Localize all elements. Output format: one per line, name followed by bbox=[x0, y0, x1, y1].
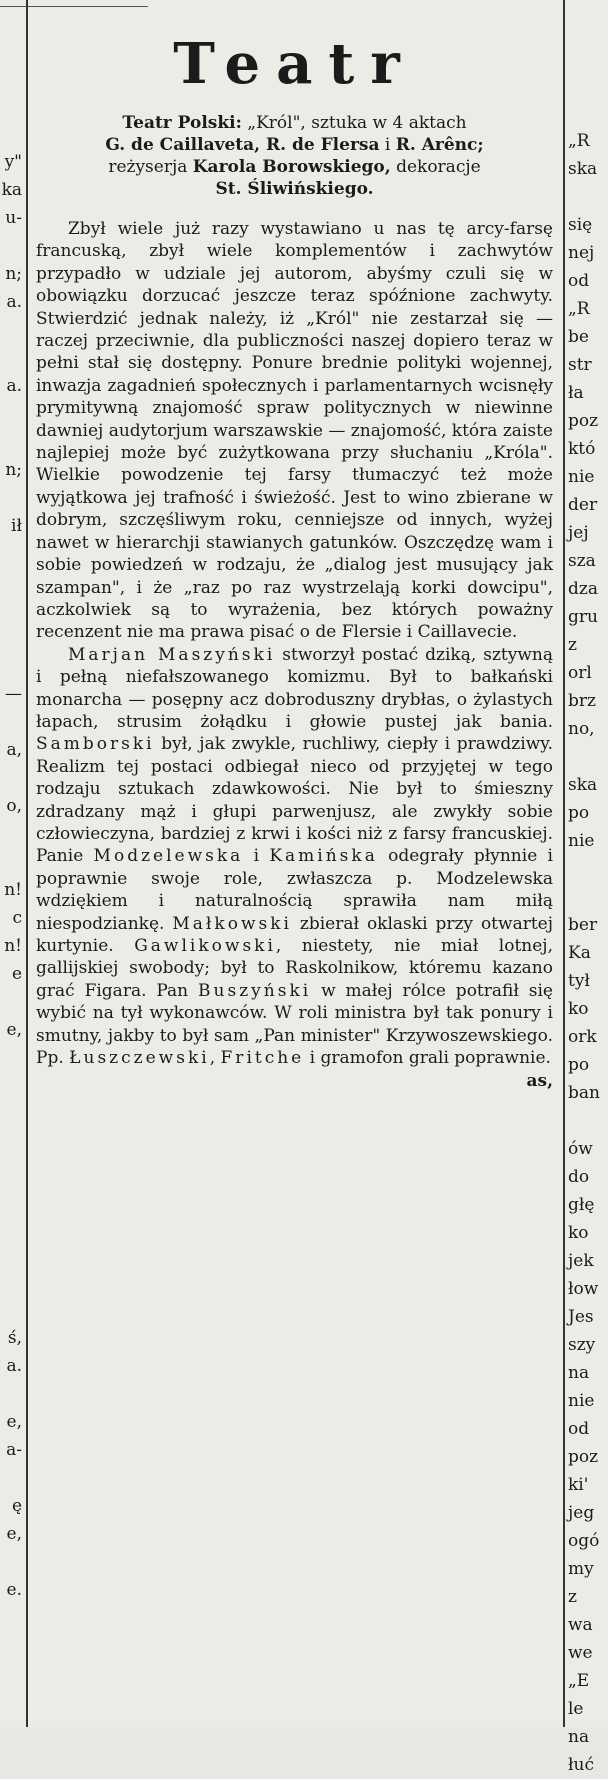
left-column-fragment: e, bbox=[6, 1412, 22, 1432]
right-column-fragment: ban bbox=[568, 1083, 600, 1103]
adjacent-column-left bbox=[0, 120, 22, 1720]
play-info: „Król", sztuka w 4 aktach bbox=[241, 113, 467, 133]
right-column-fragment: ki' bbox=[568, 1475, 589, 1495]
author-signature: as, bbox=[526, 1071, 553, 1092]
left-column-fragment: n; bbox=[5, 460, 22, 480]
right-column-fragment: der bbox=[568, 495, 598, 515]
left-column-fragment bbox=[0, 120, 22, 148]
left-column-fragment bbox=[0, 1212, 22, 1240]
right-column-fragment: str bbox=[568, 355, 592, 375]
actor-name: Małkowski bbox=[172, 913, 292, 934]
review-body bbox=[36, 218, 553, 1069]
text: był, jak zwykle, ruchliwy, ciepły i prawdziwy. Realizm tej postaci odbiegał nieco od przyjętej w tego rodzaju sztukach zdawkowości. Nie był to śmieszny zdradzany mąż i głupi parwenjusz, ale zwykły sobie człowieczyna, bardziej z krwi i kości niż z farsy francuskiej. Panie bbox=[36, 734, 553, 867]
right-column-fragment: nie bbox=[568, 467, 595, 487]
author-name-last: R. Arênc; bbox=[395, 135, 484, 155]
left-column-fragment bbox=[0, 624, 22, 652]
article bbox=[36, 24, 553, 1091]
left-column-fragment bbox=[0, 1240, 22, 1268]
right-column-fragment: ła bbox=[568, 383, 584, 403]
left-column-fragment bbox=[0, 1184, 22, 1212]
left-column-fragment bbox=[0, 1156, 22, 1184]
right-column-fragment bbox=[568, 183, 608, 211]
left-column-fragment: n; bbox=[5, 264, 22, 284]
text: stworzył postać dziką, sztywną i pełną niefałszowanego komizmu. Był to bałkański monarcha — posępny acz dobroduszny drybłas, o żylastych łapach, strusim żołądku i głowie pustej jak bania. bbox=[36, 644, 553, 732]
left-column-fragment bbox=[0, 1128, 22, 1156]
decor-designer: St. Śliwińskiego. bbox=[215, 179, 374, 199]
right-column-fragment: le bbox=[568, 1699, 584, 1719]
right-column-fragment: od bbox=[568, 271, 590, 291]
left-column-fragment bbox=[0, 1296, 22, 1324]
left-column-fragment bbox=[0, 344, 22, 372]
right-column-fragment: ber bbox=[568, 915, 598, 935]
right-column-fragment: poz bbox=[568, 411, 599, 431]
author-names: G. de Caillaveta, R. de Flersa bbox=[105, 135, 380, 155]
left-column-fragment bbox=[0, 764, 22, 792]
right-column-fragment: we bbox=[568, 1643, 593, 1663]
left-column-fragment: n! bbox=[4, 936, 22, 956]
left-column-fragment bbox=[0, 1380, 22, 1408]
actor-name: Samborski bbox=[36, 734, 155, 755]
left-column-fragment: n! bbox=[4, 880, 22, 900]
right-column-fragment: ko bbox=[568, 1223, 589, 1243]
top-rule bbox=[0, 6, 148, 7]
left-column-fragment: a. bbox=[6, 1356, 22, 1376]
left-column-fragment bbox=[0, 708, 22, 736]
left-column-fragment: e bbox=[11, 964, 22, 984]
left-column-fragment bbox=[0, 540, 22, 568]
right-column-fragment: poz bbox=[568, 1447, 599, 1467]
left-column-fragment: — bbox=[5, 684, 22, 704]
right-column-fragment: szy bbox=[568, 1335, 596, 1355]
left-column-fragment: c bbox=[12, 908, 22, 928]
right-column-fragment: po bbox=[568, 803, 590, 823]
director-name: Karola Borowskiego, bbox=[192, 157, 391, 177]
right-column-fragment: ogó bbox=[568, 1531, 600, 1551]
right-column-fragment: jej bbox=[568, 523, 589, 543]
article-title: Teatr bbox=[173, 31, 416, 97]
column-rule-right bbox=[563, 0, 565, 1727]
direction-label: reżyserja bbox=[108, 157, 193, 177]
left-column-fragment bbox=[0, 1548, 22, 1576]
actor-name: Fritche bbox=[220, 1048, 305, 1069]
text: , bbox=[209, 1048, 221, 1069]
right-column-fragment: „E bbox=[568, 1671, 590, 1691]
right-column-fragment: Jes bbox=[568, 1307, 594, 1327]
right-column-fragment: się bbox=[568, 215, 593, 235]
right-column-fragment: „R bbox=[568, 131, 590, 151]
right-column-fragment: gru bbox=[568, 607, 598, 627]
actor-name: Kamińska bbox=[269, 846, 378, 867]
left-column-fragment: e, bbox=[6, 1020, 22, 1040]
right-column-fragment: łuć bbox=[568, 1755, 594, 1775]
right-column-fragment: „R bbox=[568, 299, 590, 319]
right-column-fragment: ów bbox=[568, 1139, 593, 1159]
left-column-fragment: ka bbox=[1, 180, 22, 200]
decor-label: dekoracje bbox=[390, 157, 481, 177]
right-column-fragment: nie bbox=[568, 831, 595, 851]
text: , niestety, nie miał lotnej, gallijskiej swobody; był to Raskolnikow, któremu kazano grać Figara. Pan bbox=[36, 936, 553, 1001]
left-column-fragment: u- bbox=[5, 208, 22, 228]
text: i gramofon grali poprawnie. bbox=[304, 1048, 551, 1069]
left-column-fragment bbox=[0, 652, 22, 680]
adjacent-column-right bbox=[568, 127, 608, 1775]
actor-name: Gawlikowski bbox=[134, 936, 276, 956]
paragraph-2 bbox=[36, 644, 553, 1070]
right-column-fragment bbox=[568, 883, 608, 911]
left-column-fragment bbox=[0, 820, 22, 848]
right-column-fragment: do bbox=[568, 1167, 590, 1187]
left-column-fragment: e. bbox=[6, 1580, 22, 1600]
right-column-fragment: my bbox=[568, 1559, 594, 1579]
right-column-fragment: jeg bbox=[568, 1503, 595, 1523]
left-column-fragment bbox=[0, 1100, 22, 1128]
left-column-fragment bbox=[0, 1044, 22, 1072]
left-column-fragment bbox=[0, 400, 22, 428]
left-column-fragment bbox=[0, 848, 22, 876]
theatre-name: Teatr Polski: bbox=[122, 113, 242, 133]
left-column-fragment bbox=[0, 1464, 22, 1492]
right-column-fragment: z bbox=[568, 635, 577, 655]
left-column-fragment: o, bbox=[6, 796, 22, 816]
left-column-fragment bbox=[0, 988, 22, 1016]
right-column-fragment: na bbox=[568, 1363, 590, 1383]
right-column-fragment: sza bbox=[568, 551, 596, 571]
right-column-fragment: orl bbox=[568, 663, 592, 683]
right-column-fragment bbox=[568, 743, 608, 771]
left-column-fragment: e, bbox=[6, 1524, 22, 1544]
left-column-fragment bbox=[0, 596, 22, 624]
right-column-fragment: łow bbox=[568, 1279, 599, 1299]
left-column-fragment bbox=[0, 232, 22, 260]
right-column-fragment: tył bbox=[568, 971, 590, 991]
right-column-fragment: nie bbox=[568, 1391, 595, 1411]
right-column-fragment: ork bbox=[568, 1027, 597, 1047]
actor-name: Buszyński bbox=[198, 980, 312, 1001]
right-column-fragment: z bbox=[568, 1587, 577, 1607]
right-column-fragment: dza bbox=[568, 579, 598, 599]
right-column-fragment: brz bbox=[568, 691, 596, 711]
text: odegrały płynnie i poprawnie swoje role, zwłaszcza p. Modzelewska wdziękiem i naturalnością sprawiła nam miłą niespodziankę. bbox=[36, 846, 553, 934]
author-conj: i bbox=[379, 135, 396, 155]
paragraph-1: Zbył wiele już razy wystawiano u nas tę arcy-farsę francuską, zbył wiele komplementów i zachwytów przypadło w udziale jej autorom, abyśmy czuli się w obowiązku dorzucać jeszcze teraz spóźnione zachwyty. Stwierdzić jednak należy, iż „Król" nie zestarzał się — raczej przeciwnie, dla publiczności naszej dopiero teraz w pełni stał się dostępny. Ponure brednie polityki wojennej, inwazja zagadnień społecznych i parlamentarnych wcisnęły prymitywną znajomość spraw politycznych w niewinne dawniej audytorjum warszawskie — znajomość, która zaiste najlepiej może być zużytkowana przy słuchaniu „Króla". Wielkie powodzenie tej farsy tłumaczyć też może wyjątkowa jej trafność i świeżość. Jest to wino zbierane w dobrym, szczęśliwym roku, cenniejsze od innych, wyżej nawet w hierarchji stawianych gatunków. Oszczędzę wam i sobie powiedzeń w rodzaju, że „dialog jest musujący jak szampan", i że „raz po raz wystrzelają korki dowcipu", aczkolwiek są to wyrażenia, bez których poważny recenzent nie ma prawa pisać o de Flersie i Caillavecie. bbox=[36, 219, 553, 643]
left-column-fragment bbox=[0, 484, 22, 512]
right-column-fragment: jek bbox=[568, 1251, 594, 1271]
right-column-fragment: nej bbox=[568, 243, 595, 263]
left-column-fragment: ś, bbox=[7, 1328, 22, 1348]
left-column-fragment: a, bbox=[6, 740, 22, 760]
left-column-fragment: ił bbox=[11, 516, 22, 536]
left-column-fragment bbox=[0, 1268, 22, 1296]
left-column-fragment: a. bbox=[6, 376, 22, 396]
right-column-fragment: wa bbox=[568, 1615, 593, 1635]
right-column-fragment: któ bbox=[568, 439, 596, 459]
actor-name: Marjan Maszyński bbox=[68, 644, 276, 665]
right-column-fragment bbox=[568, 1107, 608, 1135]
column-rule-left bbox=[26, 0, 28, 1727]
text: i bbox=[243, 846, 270, 867]
left-column-fragment bbox=[0, 568, 22, 596]
text: w małej rólce potrafił się wybić na tył wykonawców. W roli ministra był tak ponury i smutny, jakby to był sam „Pan minister" Krzywoszewskiego. Pp. bbox=[36, 980, 553, 1069]
right-column-fragment: po bbox=[568, 1055, 590, 1075]
left-column-fragment: a- bbox=[6, 1440, 22, 1460]
left-column-fragment bbox=[0, 316, 22, 344]
right-column-fragment: no, bbox=[568, 719, 595, 739]
actor-name: Łuszczewski bbox=[69, 1048, 210, 1069]
right-column-fragment: be bbox=[568, 327, 589, 347]
right-column-fragment: Ka bbox=[568, 943, 591, 963]
right-column-fragment: od bbox=[568, 1419, 590, 1439]
left-column-fragment: ę bbox=[11, 1496, 22, 1516]
right-column-fragment bbox=[568, 855, 608, 883]
right-column-fragment: głę bbox=[568, 1195, 595, 1215]
left-column-fragment: y" bbox=[4, 152, 22, 172]
right-column-fragment: ska bbox=[568, 775, 598, 795]
left-column-fragment bbox=[0, 428, 22, 456]
right-column-fragment: na bbox=[568, 1727, 590, 1747]
text: zbierał oklaski przy otwartej kurtynie. bbox=[36, 913, 553, 956]
production-credits bbox=[36, 112, 553, 200]
actor-name: Modzelewska bbox=[93, 846, 244, 867]
right-column-fragment: ko bbox=[568, 999, 589, 1019]
right-column-fragment: ska bbox=[568, 159, 598, 179]
left-column-fragment: a. bbox=[6, 292, 22, 312]
left-column-fragment bbox=[0, 1072, 22, 1100]
